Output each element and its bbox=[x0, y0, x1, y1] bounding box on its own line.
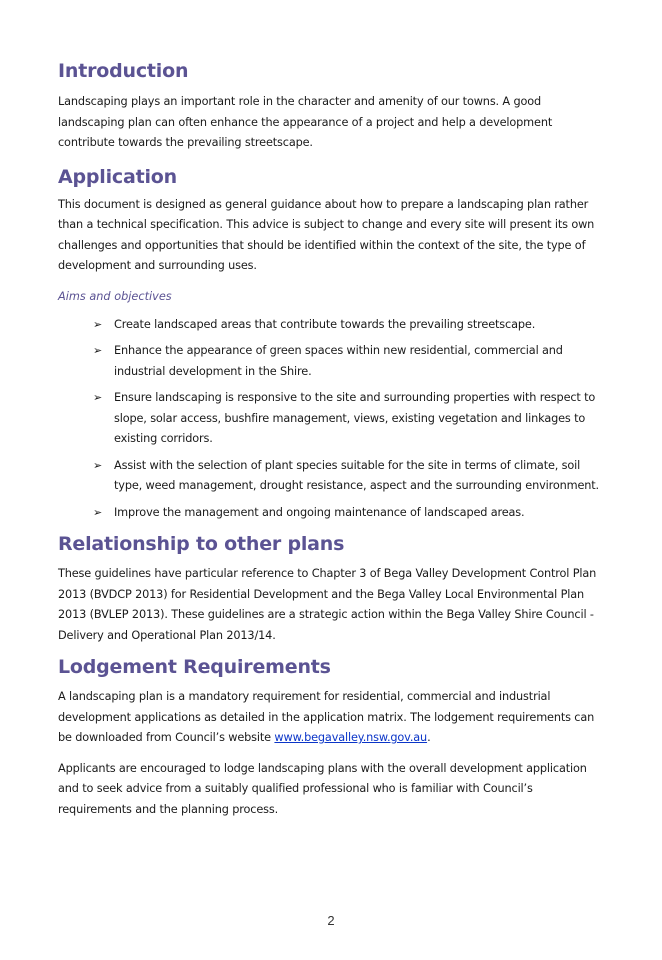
arrow-bullet-icon: ➢ bbox=[93, 344, 103, 357]
document-page bbox=[58, 58, 604, 820]
lodgement-paragraph bbox=[58, 687, 604, 749]
aims-list bbox=[58, 315, 604, 524]
list-item bbox=[58, 315, 604, 336]
arrow-bullet-icon: ➢ bbox=[93, 391, 103, 404]
aims-subheading: Aims and objectives bbox=[58, 289, 172, 303]
relationship-heading: Relationship to other plans bbox=[58, 533, 345, 555]
list-item-text: Improve the management and ongoing maintenance of landscaped areas. bbox=[114, 505, 525, 519]
arrow-bullet-icon: ➢ bbox=[93, 458, 103, 472]
lodgement-text-after-link: . bbox=[427, 731, 431, 744]
relationship-paragraph: These guidelines have particular reference to Chapter 3 of Bega Valley Development Control Plan 2013 (BVDCP 2013) for Residential Development and the Bega Valley Local Environmental Plan 2013 (BVLEP 2013). These guidelines are a strategic action within the Bega Valley Shire Council - Delivery and Operational Plan 2013/14. bbox=[58, 567, 597, 642]
list-item-text: Assist with the selection of plant species suitable for the site in terms of climate, soil type, weed management, drought resistance, aspect and the surrounding environment. bbox=[114, 458, 600, 492]
lodgement-advice-paragraph: Applicants are encouraged to lodge landscaping plans with the overall development application and to seek advice from a suitably qualified professional who is familiar with Council’s requirements and the planning process. bbox=[58, 761, 587, 816]
list-item bbox=[58, 456, 604, 497]
arrow-bullet-icon: ➢ bbox=[93, 505, 103, 519]
arrow-bullet-icon: ➢ bbox=[93, 317, 103, 331]
list-item bbox=[58, 503, 604, 524]
lodgement-heading: Lodgement Requirements bbox=[58, 656, 331, 678]
list-item bbox=[58, 388, 604, 450]
list-item bbox=[58, 341, 604, 382]
list-item-text: Create landscaped areas that contribute towards the prevailing streetscape. bbox=[114, 317, 536, 331]
council-website-link[interactable]: www.begavalley.nsw.gov.au bbox=[274, 731, 428, 744]
list-item-text: Ensure landscaping is responsive to the site and surrounding properties with respect to slope, solar access, bushfire management, views, existing vegetation and linkages to existing corridors. bbox=[114, 391, 596, 445]
introduction-heading: Introduction bbox=[58, 60, 189, 82]
application-paragraph: This document is designed as general guidance about how to prepare a landscaping plan rather than a technical specification. This advice is subject to change and every site will present its own challenges and opportunities that should be identified within the context of the site, the type of development and surrounding uses. bbox=[58, 197, 595, 272]
application-heading: Application bbox=[58, 165, 177, 188]
page-number: 2 bbox=[327, 913, 335, 928]
lodgement-text-before-link: A landscaping plan is a mandatory requirement for residential, commercial and industrial development applications as detailed in the application matrix. The lodgement requirements can be downloaded from Council’s website bbox=[58, 690, 595, 744]
introduction-paragraph: Landscaping plays an important role in the character and amenity of our towns. A good landscaping plan can often enhance the appearance of a project and help a development contribute towards the prevailing streetscape. bbox=[58, 95, 553, 149]
list-item-text: Enhance the appearance of green spaces within new residential, commercial and industrial development in the Shire. bbox=[114, 344, 563, 378]
